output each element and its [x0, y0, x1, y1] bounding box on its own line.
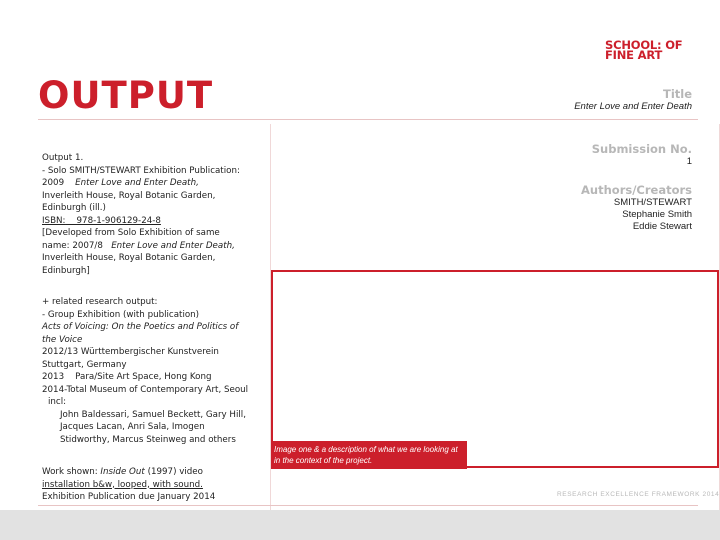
exhibition-title: Enter Love and Enter Death, — [111, 240, 235, 251]
image-caption: Image one & a description of what we are looking at in the context of the project. — [271, 441, 467, 469]
author-line: SMITH/STEWART — [613, 197, 692, 208]
output-line: - Solo SMITH/STEWART Exhibition Publication: — [42, 165, 240, 176]
work-line — [42, 466, 267, 479]
page-title: OUTPUT — [38, 74, 214, 117]
related-line: 2013 Para/Site Art Space, Hong Kong — [42, 372, 212, 382]
related-line: Jacques Lacan, Anri Sala, Imogen — [60, 422, 205, 432]
title-block — [574, 87, 692, 113]
output-line: Inverleith House, Royal Botanic Garden, — [42, 253, 216, 263]
work-line: Exhibition Publication due January 2014 — [42, 492, 216, 502]
header-divider — [38, 119, 698, 120]
title-label: Title — [662, 87, 692, 101]
output-line: [Developed from Solo Exhibition of same — [42, 228, 220, 238]
year: 2009 — [42, 178, 65, 188]
authors-block — [581, 183, 692, 233]
related-line: Stidworthy, Marcus Steinweg and others — [60, 434, 236, 445]
title-value: Enter Love and Enter Death — [574, 101, 692, 112]
output-line: Edinburgh (ill.) — [42, 203, 106, 213]
author-line: Stephanie Smith — [622, 209, 692, 220]
isbn-line — [42, 215, 267, 228]
output-description — [42, 152, 267, 277]
related-line: 2014-Total Museum of Contemporary Art, Seoul — [42, 384, 249, 395]
output-text: name: 2007/8 — [42, 240, 103, 251]
related-line: 2012/13 Württembergischer Kunstverein — [42, 347, 219, 357]
bottom-bar — [0, 510, 720, 540]
isbn-value: 978-1-906129-24-8 — [76, 215, 161, 226]
logo-line-1: SCHOOL: OF — [605, 38, 683, 52]
related-line: Acts of Voicing: On the Poetics and Politics of — [42, 322, 239, 332]
author-line: Eddie Stewart — [632, 221, 692, 232]
output-line: Edinburgh] — [42, 265, 90, 276]
work-line: installation b&w, looped, with sound. — [42, 479, 203, 490]
related-line: Stuttgart, Germany — [42, 359, 127, 370]
isbn-label: ISBN: — [42, 215, 66, 226]
related-line: + related research output: — [42, 297, 158, 307]
output-heading: Output 1. — [42, 153, 84, 163]
work-year: (1997) video — [147, 467, 203, 477]
related-output — [42, 296, 267, 446]
output-line — [42, 240, 267, 253]
footer-divider — [38, 505, 698, 506]
publication-title: Enter Love and Enter Death, — [75, 178, 199, 188]
work-title: Inside Out — [100, 467, 145, 477]
related-line: the Voice — [42, 334, 83, 345]
output-line — [42, 177, 267, 190]
related-line: incl: — [48, 397, 67, 407]
related-line: John Baldessari, Samuel Beckett, Gary Hill, — [60, 409, 246, 420]
school-of-fine-art-logo — [605, 40, 693, 60]
image-placeholder — [271, 270, 719, 468]
related-line: - Group Exhibition (with publication) — [42, 309, 200, 320]
submission-label: Submission No. — [591, 142, 692, 156]
footer-note: RESEARCH EXCELLENCE FRAMEWORK 2014 — [557, 491, 720, 498]
logo-line-2: FINE ART — [605, 48, 663, 62]
submission-value: 1 — [686, 156, 692, 167]
work-label: Work shown: — [42, 467, 98, 477]
output-line: Inverleith House, Royal Botanic Garden, — [42, 190, 216, 201]
work-shown — [42, 466, 267, 504]
authors-label: Authors/Creators — [581, 183, 692, 197]
submission-block — [592, 142, 692, 168]
